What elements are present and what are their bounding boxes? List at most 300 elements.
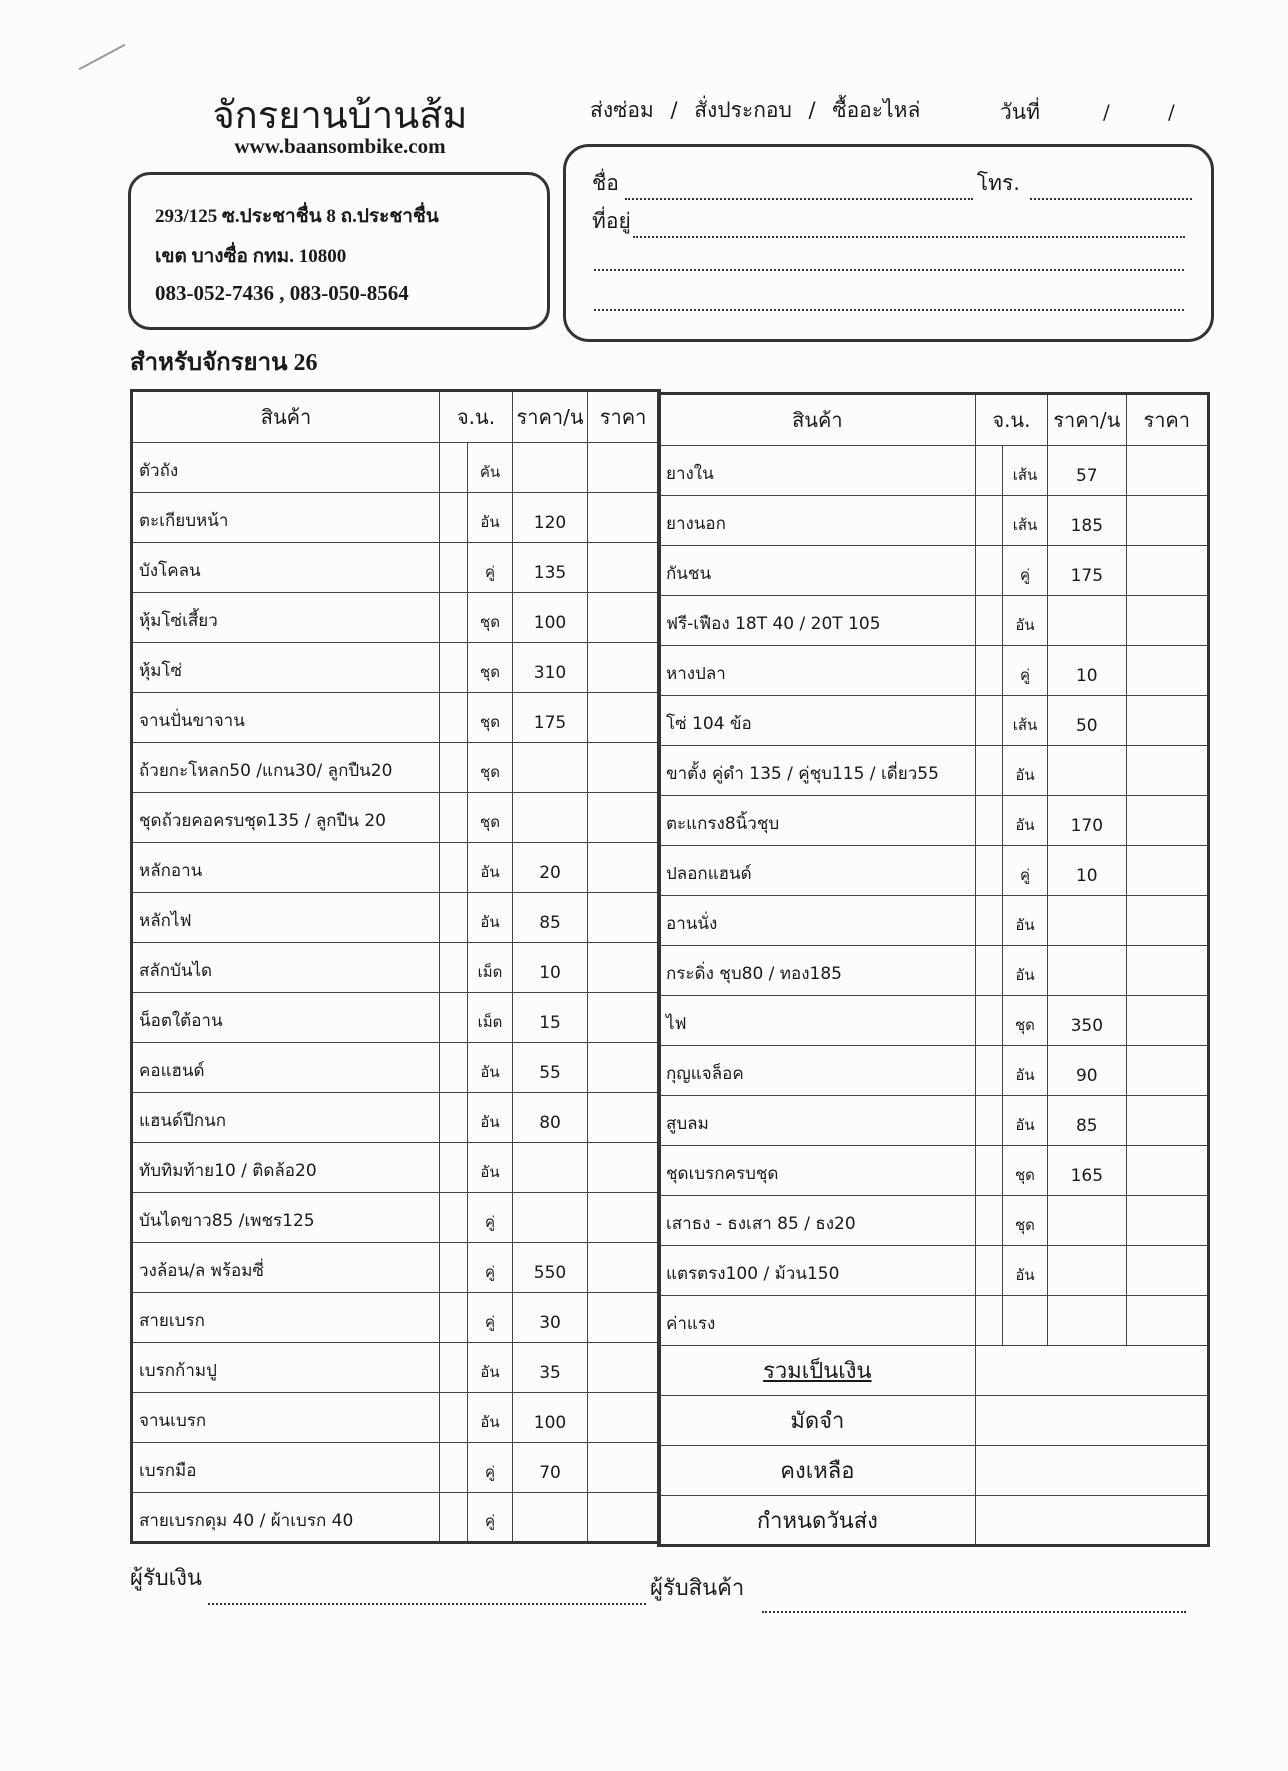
item-total-field[interactable] xyxy=(588,1493,660,1543)
item-unit: อัน xyxy=(1002,596,1047,646)
item-unit: อัน xyxy=(468,1393,513,1443)
item-total-field[interactable] xyxy=(1126,946,1208,996)
item-name: กระดิ่ง ชุบ80 / ทอง185 xyxy=(659,946,976,996)
item-total-field[interactable] xyxy=(1126,646,1208,696)
item-unit: อัน xyxy=(468,1043,513,1093)
item-qty-field[interactable] xyxy=(440,793,468,843)
table-row xyxy=(659,746,1209,796)
item-unit: อัน xyxy=(468,1093,513,1143)
item-unit-price: 120 xyxy=(513,493,588,543)
item-name: เสาธง - ธงเสา 85 / ธง20 xyxy=(659,1196,976,1246)
item-name: วงล้อน/ล พร้อมซี่ xyxy=(132,1243,440,1293)
customer-phone-label: โทร. xyxy=(976,171,1020,195)
item-unit: อัน xyxy=(1002,746,1047,796)
item-unit-price: 135 xyxy=(513,543,588,593)
item-total-field[interactable] xyxy=(588,1043,660,1093)
item-unit-price xyxy=(1048,1246,1126,1296)
item-qty-field[interactable] xyxy=(975,1096,1002,1146)
table-row xyxy=(659,796,1209,846)
item-qty-field[interactable] xyxy=(975,696,1002,746)
item-unit: อัน xyxy=(468,1343,513,1393)
table-row xyxy=(659,1096,1209,1146)
payment-receiver-label: ผู้รับเงิน xyxy=(130,1566,202,1591)
item-total-field[interactable] xyxy=(1126,1296,1208,1346)
table-row xyxy=(659,996,1209,1046)
item-name: กันชน xyxy=(659,546,976,596)
item-unit: อัน xyxy=(1002,946,1047,996)
item-unit: อัน xyxy=(468,493,513,543)
table-row xyxy=(132,1043,660,1093)
item-unit-price xyxy=(1048,596,1126,646)
item-unit: คู่ xyxy=(1002,846,1047,896)
item-unit-price: 50 xyxy=(1048,696,1126,746)
item-total-field[interactable] xyxy=(588,593,660,643)
item-unit: คู่ xyxy=(1002,646,1047,696)
item-unit-price: 100 xyxy=(513,593,588,643)
item-qty-field[interactable] xyxy=(975,446,1002,496)
item-unit-price: 350 xyxy=(1048,996,1126,1046)
item-name: ยางนอก xyxy=(659,496,976,546)
customer-address-field[interactable] xyxy=(633,236,1185,238)
item-total-field[interactable] xyxy=(1126,1046,1208,1096)
table-row xyxy=(659,1046,1209,1096)
item-unit-price: 10 xyxy=(513,943,588,993)
customer-phone-field[interactable] xyxy=(1030,198,1192,200)
item-unit: ชุด xyxy=(1002,996,1047,1046)
item-unit: อัน xyxy=(468,1143,513,1193)
payment-receiver-signature-field[interactable] xyxy=(208,1603,646,1605)
item-name: สลักบันได xyxy=(132,943,440,993)
item-name: จานเบรก xyxy=(132,1393,440,1443)
item-unit-price: 20 xyxy=(513,843,588,893)
item-qty-field[interactable] xyxy=(440,843,468,893)
item-name: ค่าแรง xyxy=(659,1296,976,1346)
item-unit-price xyxy=(513,793,588,843)
table-row xyxy=(132,493,660,543)
item-total-field[interactable] xyxy=(1126,746,1208,796)
item-qty-field[interactable] xyxy=(440,593,468,643)
item-total-field[interactable] xyxy=(1126,1146,1208,1196)
item-total-field[interactable] xyxy=(588,1293,660,1343)
item-qty-field[interactable] xyxy=(440,1143,468,1193)
item-name: อานนั่ง xyxy=(659,896,976,946)
customer-name-row xyxy=(592,167,1192,200)
section-title: สำหรับจักรยาน 26 xyxy=(130,350,318,376)
item-unit: คัน xyxy=(468,443,513,493)
item-total-field[interactable] xyxy=(1126,546,1208,596)
table-row xyxy=(659,1146,1209,1196)
item-name: ขาตั้ง คู่ดำ 135 / คู่ชุบ115 / เดี่ยว55 xyxy=(659,746,976,796)
item-unit: เส้น xyxy=(1002,496,1047,546)
item-name: ฟรี-เฟือง 18T 40 / 20T 105 xyxy=(659,596,976,646)
customer-box xyxy=(563,144,1214,342)
item-name: โซ่ 104 ข้อ xyxy=(659,696,976,746)
item-qty-field[interactable] xyxy=(975,846,1002,896)
item-name: สายเบรกดุม 40 / ผ้าเบรก 40 xyxy=(132,1493,440,1543)
item-unit-price: 175 xyxy=(513,693,588,743)
item-unit-price xyxy=(1048,1196,1126,1246)
item-name: ถ้วยกะโหลก50 /แกน30/ ลูกปืน20 xyxy=(132,743,440,793)
item-unit: ชุด xyxy=(468,643,513,693)
item-qty-field[interactable] xyxy=(440,543,468,593)
item-name: จานปั่นขาจาน xyxy=(132,693,440,743)
header-qty: จ.น. xyxy=(440,391,513,443)
item-qty-field[interactable] xyxy=(440,993,468,1043)
item-qty-field[interactable] xyxy=(440,1443,468,1493)
separator: / xyxy=(808,98,816,122)
table-row xyxy=(659,896,1209,946)
item-qty-field[interactable] xyxy=(440,1243,468,1293)
table-row xyxy=(659,946,1209,996)
item-unit-price: 10 xyxy=(1048,646,1126,696)
item-qty-field[interactable] xyxy=(975,796,1002,846)
item-name: หางปลา xyxy=(659,646,976,696)
table-row xyxy=(659,546,1209,596)
item-unit-price: 100 xyxy=(513,1393,588,1443)
table-row xyxy=(659,1246,1209,1296)
date-separator: / xyxy=(1168,100,1175,124)
summary-row xyxy=(659,1446,1209,1496)
item-unit: คู่ xyxy=(468,1493,513,1543)
item-name: หุ้มโซ่ xyxy=(132,643,440,693)
item-unit-price: 90 xyxy=(1048,1046,1126,1096)
website-link[interactable]: www.baansombike.com xyxy=(234,134,446,158)
table-row xyxy=(659,496,1209,546)
phone-numbers: 083-052-7436 , 083-050-8564 xyxy=(155,281,409,305)
summary-label-text: คงเหลือ xyxy=(780,1459,855,1484)
item-qty-field[interactable] xyxy=(975,546,1002,596)
item-qty-field[interactable] xyxy=(975,1246,1002,1296)
goods-receiver-label: ผู้รับสินค้า xyxy=(650,1576,745,1601)
item-total-field[interactable] xyxy=(1126,1246,1208,1296)
item-unit: อัน xyxy=(1002,1046,1047,1096)
table-row xyxy=(132,543,660,593)
header-product: สินค้า xyxy=(132,391,440,443)
address-box xyxy=(128,172,550,330)
item-name: ตัวถัง xyxy=(132,443,440,493)
item-qty-field[interactable] xyxy=(440,643,468,693)
item-total-field[interactable] xyxy=(1126,596,1208,646)
table-header-row xyxy=(132,391,660,443)
item-unit-price xyxy=(1048,896,1126,946)
table-row xyxy=(659,446,1209,496)
item-name: หลักไฟ xyxy=(132,893,440,943)
table-row xyxy=(659,1196,1209,1246)
summary-label xyxy=(659,1446,976,1496)
header-product: สินค้า xyxy=(659,394,976,446)
table-header-row xyxy=(659,394,1209,446)
item-name: น็อตใต้อาน xyxy=(132,993,440,1043)
item-total-field[interactable] xyxy=(1126,896,1208,946)
table-row xyxy=(132,1243,660,1293)
table-row xyxy=(132,843,660,893)
item-unit: ชุด xyxy=(468,593,513,643)
header-qty: จ.น. xyxy=(975,394,1047,446)
job-type-options xyxy=(590,94,930,127)
items-table-right xyxy=(657,392,1210,1547)
item-unit-price: 550 xyxy=(513,1243,588,1293)
item-total-field[interactable] xyxy=(588,1243,660,1293)
item-qty-field[interactable] xyxy=(975,1046,1002,1096)
item-unit-price: 57 xyxy=(1048,446,1126,496)
item-total-field[interactable] xyxy=(588,493,660,543)
customer-name-field[interactable] xyxy=(625,198,973,200)
header-price: ราคา xyxy=(1126,394,1208,446)
item-unit-price: 165 xyxy=(1048,1146,1126,1196)
item-qty-field[interactable] xyxy=(440,1093,468,1143)
table-row xyxy=(132,993,660,1043)
table-row xyxy=(659,646,1209,696)
table-row xyxy=(132,1293,660,1343)
summary-row xyxy=(659,1496,1209,1546)
item-unit-price: 35 xyxy=(513,1343,588,1393)
shop-name: จักรยานบ้านส้ม xyxy=(212,93,468,137)
item-name: หลักอาน xyxy=(132,843,440,893)
item-name: ตะแกรง8นิ้วชุบ xyxy=(659,796,976,846)
item-unit-price: 175 xyxy=(1048,546,1126,596)
table-row xyxy=(132,1393,660,1443)
item-name: บังโคลน xyxy=(132,543,440,593)
customer-address-row xyxy=(592,205,1185,238)
item-name: เบรกก้ามปู xyxy=(132,1343,440,1393)
item-total-field[interactable] xyxy=(1126,446,1208,496)
item-unit: ชุด xyxy=(1002,1196,1047,1246)
item-name: ชุดเบรกครบชุด xyxy=(659,1146,976,1196)
item-unit xyxy=(1002,1296,1047,1346)
item-unit: เม็ด xyxy=(468,993,513,1043)
table-row xyxy=(132,1443,660,1493)
item-qty-field[interactable] xyxy=(975,946,1002,996)
item-unit: เส้น xyxy=(1002,446,1047,496)
item-qty-field[interactable] xyxy=(975,1296,1002,1346)
item-total-field[interactable] xyxy=(588,543,660,593)
item-total-field[interactable] xyxy=(1126,996,1208,1046)
item-qty-field[interactable] xyxy=(440,743,468,793)
table-row xyxy=(659,846,1209,896)
item-unit: ชุด xyxy=(468,693,513,743)
job-type-assemble[interactable]: สั่งประกอบ xyxy=(694,98,792,122)
item-unit: อัน xyxy=(1002,796,1047,846)
item-unit: อัน xyxy=(1002,1246,1047,1296)
item-total-field[interactable] xyxy=(588,893,660,943)
table-row xyxy=(659,696,1209,746)
item-total-field[interactable] xyxy=(588,1343,660,1393)
item-qty-field[interactable] xyxy=(975,1146,1002,1196)
item-unit-price: 310 xyxy=(513,643,588,693)
item-name: หุ้มโซ่เสี้ยว xyxy=(132,593,440,643)
summary-row xyxy=(659,1346,1209,1396)
item-unit: คู่ xyxy=(468,1443,513,1493)
table-row xyxy=(132,1143,660,1193)
table-row xyxy=(132,793,660,843)
date-label: วันที่ xyxy=(1000,100,1040,124)
item-unit-price xyxy=(1048,746,1126,796)
item-unit-price xyxy=(513,1193,588,1243)
item-name: แฮนด์ปีกนก xyxy=(132,1093,440,1143)
item-name: แตรตรง100 / ม้วน150 xyxy=(659,1246,976,1296)
item-name: บันไดขาว85 /เพชร125 xyxy=(132,1193,440,1243)
pencil-mark xyxy=(79,44,126,70)
item-total-field[interactable] xyxy=(1126,796,1208,846)
item-total-field[interactable] xyxy=(588,743,660,793)
item-qty-field[interactable] xyxy=(440,1343,468,1393)
table-row xyxy=(132,893,660,943)
item-total-field[interactable] xyxy=(588,843,660,893)
item-unit-price xyxy=(513,1493,588,1543)
item-unit-price: 15 xyxy=(513,993,588,1043)
item-unit-price: 30 xyxy=(513,1293,588,1343)
item-name: ปลอกแฮนด์ xyxy=(659,846,976,896)
items-table-left xyxy=(130,389,661,1544)
address-line-2: เขต บางซื่อ กทม. 10800 xyxy=(155,246,347,267)
header-unit-price: ราคา/น xyxy=(1048,394,1126,446)
item-qty-field[interactable] xyxy=(440,893,468,943)
item-unit-price: 80 xyxy=(513,1093,588,1143)
item-total-field[interactable] xyxy=(588,1143,660,1193)
item-total-field[interactable] xyxy=(588,1443,660,1493)
item-name: ยางใน xyxy=(659,446,976,496)
item-qty-field[interactable] xyxy=(440,1193,468,1243)
table-row xyxy=(659,596,1209,646)
job-type-parts[interactable]: ซื้ออะไหล่ xyxy=(832,98,921,122)
item-name: เบรกมือ xyxy=(132,1443,440,1493)
item-unit-price: 185 xyxy=(1048,496,1126,546)
item-unit: อัน xyxy=(1002,896,1047,946)
summary-label xyxy=(659,1346,976,1396)
summary-value-field[interactable] xyxy=(975,1396,1208,1446)
table-row xyxy=(132,1493,660,1543)
item-unit: ชุด xyxy=(468,793,513,843)
summary-label xyxy=(659,1496,976,1546)
address-line-1: 293/125 ซ.ประชาชื่น 8 ถ.ประชาชื่น xyxy=(155,206,439,227)
item-total-field[interactable] xyxy=(588,793,660,843)
item-qty-field[interactable] xyxy=(440,1293,468,1343)
summary-label-text: กำหนดวันส่ง xyxy=(756,1508,878,1534)
item-name: ไฟ xyxy=(659,996,976,1046)
item-unit: อัน xyxy=(468,893,513,943)
item-total-field[interactable] xyxy=(588,993,660,1043)
item-total-field[interactable] xyxy=(588,1093,660,1143)
table-row xyxy=(132,1093,660,1143)
table-row xyxy=(132,443,660,493)
item-qty-field[interactable] xyxy=(975,596,1002,646)
item-total-field[interactable] xyxy=(588,1193,660,1243)
job-type-repair[interactable]: ส่งซ่อม xyxy=(590,98,654,122)
item-name: สายเบรก xyxy=(132,1293,440,1343)
table-row xyxy=(132,643,660,693)
item-qty-field[interactable] xyxy=(440,943,468,993)
customer-address-line-2[interactable] xyxy=(594,269,1184,271)
item-qty-field[interactable] xyxy=(440,443,468,493)
item-name: กุญแจล็อค xyxy=(659,1046,976,1096)
item-total-field[interactable] xyxy=(1126,1096,1208,1146)
item-unit: เส้น xyxy=(1002,696,1047,746)
item-name: สูบลม xyxy=(659,1096,976,1146)
table-row xyxy=(132,1193,660,1243)
item-unit: อัน xyxy=(1002,1096,1047,1146)
item-qty-field[interactable] xyxy=(440,1043,468,1093)
item-unit: คู่ xyxy=(468,1193,513,1243)
item-unit-price xyxy=(513,443,588,493)
item-qty-field[interactable] xyxy=(440,493,468,543)
item-total-field[interactable] xyxy=(588,1393,660,1443)
date-separator: / xyxy=(1103,100,1110,124)
item-name: ทับทิมท้าย10 / ติดล้อ20 xyxy=(132,1143,440,1193)
item-qty-field[interactable] xyxy=(975,746,1002,796)
separator: / xyxy=(670,98,678,122)
item-unit-price: 85 xyxy=(513,893,588,943)
item-name: ชุดถ้วยคอครบชุด135 / ลูกปืน 20 xyxy=(132,793,440,843)
item-qty-field[interactable] xyxy=(440,693,468,743)
table-row xyxy=(132,693,660,743)
table-row xyxy=(659,1296,1209,1346)
customer-name-label: ชื่อ xyxy=(592,171,619,195)
item-total-field[interactable] xyxy=(1126,496,1208,546)
item-unit-price xyxy=(513,743,588,793)
item-unit: คู่ xyxy=(468,1243,513,1293)
item-qty-field[interactable] xyxy=(975,496,1002,546)
item-unit-price: 70 xyxy=(513,1443,588,1493)
header-unit-price: ราคา/น xyxy=(513,391,588,443)
item-unit-price xyxy=(1048,1296,1126,1346)
table-row xyxy=(132,1343,660,1393)
item-unit: ชุด xyxy=(468,743,513,793)
item-qty-field[interactable] xyxy=(975,896,1002,946)
item-unit-price xyxy=(1048,946,1126,996)
item-unit-price xyxy=(513,1143,588,1193)
goods-receiver-signature-field[interactable] xyxy=(762,1611,1186,1613)
customer-address-label: ที่อยู่ xyxy=(592,209,631,233)
summary-label xyxy=(659,1396,976,1446)
table-row xyxy=(132,943,660,993)
item-unit: เม็ด xyxy=(468,943,513,993)
item-qty-field[interactable] xyxy=(975,646,1002,696)
item-unit: คู่ xyxy=(468,1293,513,1343)
item-unit-price: 170 xyxy=(1048,796,1126,846)
item-unit: อัน xyxy=(468,843,513,893)
item-unit-price: 10 xyxy=(1048,846,1126,896)
summary-value-field[interactable] xyxy=(975,1496,1208,1546)
summary-value-field[interactable] xyxy=(975,1446,1208,1496)
item-unit: ชุด xyxy=(1002,1146,1047,1196)
table-row xyxy=(132,743,660,793)
summary-label-text: รวมเป็นเงิน xyxy=(763,1359,872,1384)
summary-row xyxy=(659,1396,1209,1446)
header-price: ราคา xyxy=(588,391,660,443)
summary-label-text: มัดจำ xyxy=(790,1409,845,1434)
item-name: คอแฮนด์ xyxy=(132,1043,440,1093)
item-unit-price: 55 xyxy=(513,1043,588,1093)
item-total-field[interactable] xyxy=(1126,1196,1208,1246)
item-total-field[interactable] xyxy=(588,943,660,993)
summary-value-field[interactable] xyxy=(975,1346,1208,1396)
item-qty-field[interactable] xyxy=(975,996,1002,1046)
item-qty-field[interactable] xyxy=(440,1493,468,1543)
item-qty-field[interactable] xyxy=(975,1196,1002,1246)
item-name: ตะเกียบหน้า xyxy=(132,493,440,543)
item-total-field[interactable] xyxy=(1126,696,1208,746)
item-unit-price: 85 xyxy=(1048,1096,1126,1146)
item-qty-field[interactable] xyxy=(440,1393,468,1443)
item-total-field[interactable] xyxy=(588,693,660,743)
item-unit: คู่ xyxy=(1002,546,1047,596)
item-total-field[interactable] xyxy=(588,643,660,693)
table-row xyxy=(132,593,660,643)
item-total-field[interactable] xyxy=(1126,846,1208,896)
item-total-field[interactable] xyxy=(588,443,660,493)
customer-address-line-3[interactable] xyxy=(594,309,1184,311)
item-unit: คู่ xyxy=(468,543,513,593)
